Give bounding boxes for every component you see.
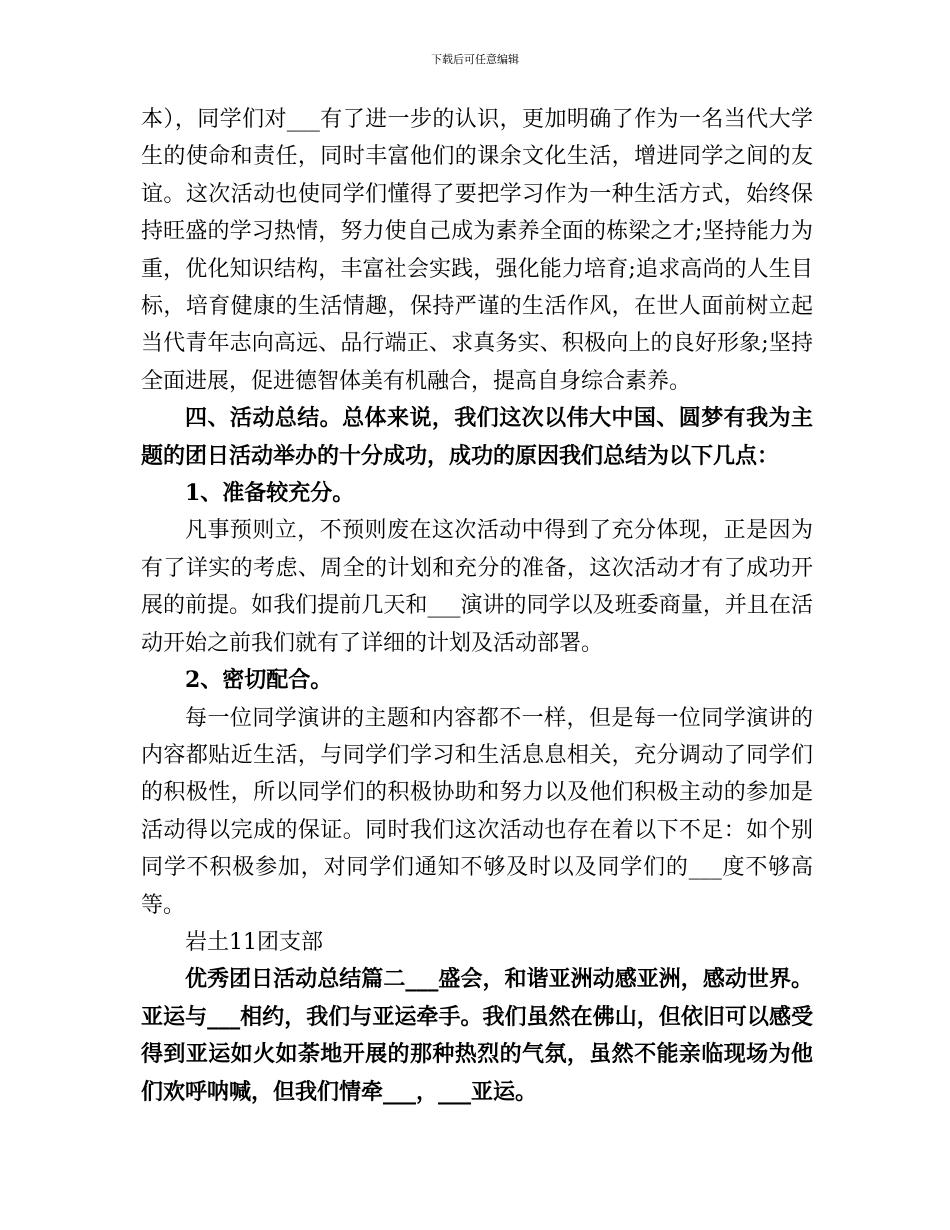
section-heading-summary: 四、活动总结。总体来说，我们这次以伟大中国、圆梦有我为主题的团日活动举办的十分成功，成功的原因我们总结为以下几点： [141,405,813,469]
paragraph-continuation: 本），同学们对___有了进一步的认识，更加明确了作为一名当代大学生的使命和责任，同时丰富他们的课余文化生活，增进同学之间的友谊。这次活动也使同学们懂得了要把学习作为一种生活方式，始终保持旺盛的学习热情，努力使自己成为素养全面的栋梁之才;坚持能力为重，优化知识结构，丰富社会实践，强化能力培育;追求高尚的人生目标，培育健康的生活情趣，保持严谨的生活作风，在世人面前树立起当代青年志向高远、品行端正、求真务实、积极向上的良好形象;坚持全面进展，促进德智体美有机融合，提高自身综合素养。 [141,107,813,394]
signature-line: 岩土11团支部 [185,929,323,955]
paragraph-cooperation: 每一位同学演讲的主题和内容都不一样，但是每一位同学演讲的内容都贴近生活，与同学们学习和生活息息相关，充分调动了同学们的积极性，所以同学们的积极协助和努力以及他们积极主动的参加是活动得以完成的保证。同时我们这次活动也存在着以下不足：如个别同学不积极参加，对同学们通知不够及时以及同学们的___度不够高等。 [141,705,813,918]
subheading-cooperation: 2、密切配合。 [185,667,333,694]
page-header: 下载后可任意编辑 [431,53,519,66]
paragraph-part-two: 优秀团日活动总结篇二___盛会，和谐亚洲动感亚洲，感动世界。亚运与___相约，我们与亚运牵手。我们虽然在佛山，但依旧可以感受得到亚运如火如荼地开展的那种热烈的气氛，虽然不能亲临现场为他们欢呼呐喊，但我们情牵___，___亚运。 [141,966,813,1105]
paragraph-preparation: 凡事预则立，不预则废在这次活动中得到了充分体现，正是因为有了详实的考虑、周全的计划和充分的准备，这次活动才有了成功开展的前提。如我们提前几天和___演讲的同学以及班委商量，并且在活动开始之前我们就有了详细的计划及活动部署。 [141,518,813,656]
document-body [141,101,813,1111]
subheading-preparation: 1、准备较充分。 [185,480,355,507]
